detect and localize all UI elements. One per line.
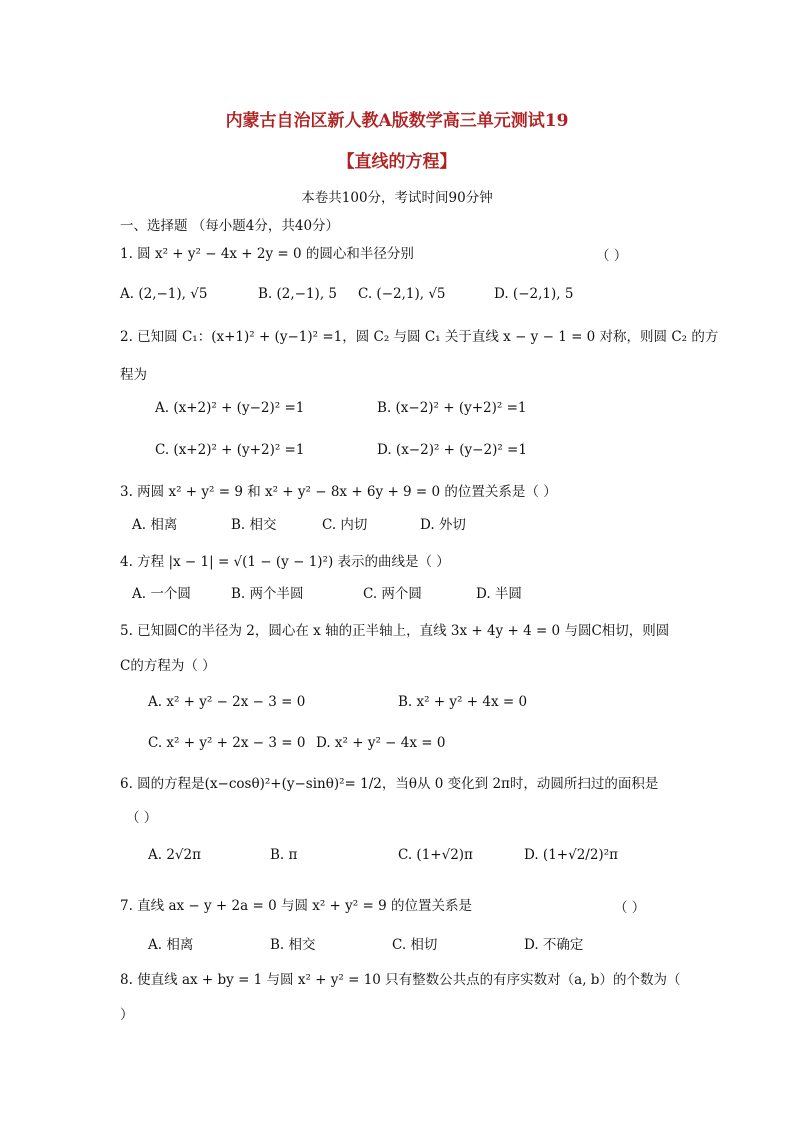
question-6-option-b: B. π <box>270 847 298 863</box>
question-2-option-b: B. (x−2)² + (y+2)² =1 <box>377 400 527 416</box>
question-3-option-a: A. 相离 <box>132 517 178 533</box>
question-6-option-d: D. (1+√2/2)²π <box>524 847 618 863</box>
question-6-answer-blank: （ ） <box>126 810 158 826</box>
exam-info: 本卷共100分，考试时间90分钟 <box>301 190 493 206</box>
document-title: 内蒙古自治区新人教A版数学高三单元测试19 <box>225 111 569 131</box>
question-1-option-c: C. (−2,1), √5 <box>358 286 446 302</box>
question-4-option-d: D. 半圆 <box>476 586 522 602</box>
question-6-stem: 6. 圆的方程是(x−cosθ)²+(y−sinθ)²= 1/2，当θ从 0 变化到 2π时，动圆所扫过的面积是 <box>120 776 659 792</box>
question-1-option-b: B. (2,−1), 5 <box>258 286 337 302</box>
document-subtitle: 【直线的方程】 <box>337 152 457 172</box>
question-1-answer-blank: （ ） <box>596 248 628 264</box>
question-4-option-c: C. 两个圆 <box>363 586 422 602</box>
question-1-option-a: A. (2,−1), √5 <box>120 286 208 302</box>
question-7-option-d: D. 不确定 <box>524 937 584 953</box>
question-7-option-b: B. 相交 <box>270 937 316 953</box>
question-5-stem-continued: C的方程为（ ） <box>120 658 216 674</box>
question-7-stem: 7. 直线 ax − y + 2a = 0 与圆 x² + y² = 9 的位置关系是 <box>120 898 472 914</box>
question-3-option-c: C. 内切 <box>322 517 368 533</box>
question-2-stem: 2. 已知圆 C₁：(x+1)² + (y−1)² =1，圆 C₂ 与圆 C₁ 关于直线 x − y − 1 = 0 对称，则圆 C₂ 的方 <box>120 329 719 345</box>
question-8-stem: 8. 使直线 ax + by = 1 与圆 x² + y² = 10 只有整数公共点的有序实数对（a, b）的个数为（ <box>120 972 681 988</box>
question-6-option-a: A. 2√2π <box>148 847 201 863</box>
question-3-option-b: B. 相交 <box>231 517 277 533</box>
question-1-option-d: D. (−2,1), 5 <box>494 286 574 302</box>
question-5-stem: 5. 已知圆C的半径为 2，圆心在 x 轴的正半轴上，直线 3x + 4y + 4 = 0 与圆C相切，则圆 <box>120 623 670 639</box>
question-5-option-a: A. x² + y² − 2x − 3 = 0 <box>148 694 306 710</box>
question-8-stem-continued: ） <box>120 1007 134 1023</box>
question-2-stem-continued: 程为 <box>120 367 147 383</box>
question-7-answer-blank: （ ） <box>614 900 646 916</box>
question-7-option-c: C. 相切 <box>392 937 438 953</box>
question-2-option-d: D. (x−2)² + (y−2)² =1 <box>377 442 527 458</box>
question-4-option-a: A. 一个圆 <box>132 586 191 602</box>
section-heading: 一、选择题 （每小题4分，共40分） <box>120 218 340 234</box>
question-2-option-a: A. (x+2)² + (y−2)² =1 <box>155 400 305 416</box>
question-1-stem: 1. 圆 x² + y² − 4x + 2y = 0 的圆心和半径分别 <box>120 246 414 262</box>
question-5-option-c: C. x² + y² + 2x − 3 = 0 <box>148 735 306 751</box>
question-4-stem: 4. 方程 |x − 1| = √(1 − (y − 1)²) 表示的曲线是（ ） <box>120 554 450 570</box>
question-3-stem: 3. 两圆 x² + y² = 9 和 x² + y² − 8x + 6y + 9 = 0 的位置关系是（ ） <box>120 484 557 500</box>
question-5-option-b: B. x² + y² + 4x = 0 <box>398 694 528 710</box>
question-2-option-c: C. (x+2)² + (y+2)² =1 <box>155 442 305 458</box>
question-3-option-d: D. 外切 <box>420 517 466 533</box>
question-4-option-b: B. 两个半圆 <box>231 586 304 602</box>
question-6-option-c: C. (1+√2)π <box>398 847 473 863</box>
question-7-option-a: A. 相离 <box>148 937 194 953</box>
question-5-option-d: D. x² + y² − 4x = 0 <box>316 735 446 751</box>
